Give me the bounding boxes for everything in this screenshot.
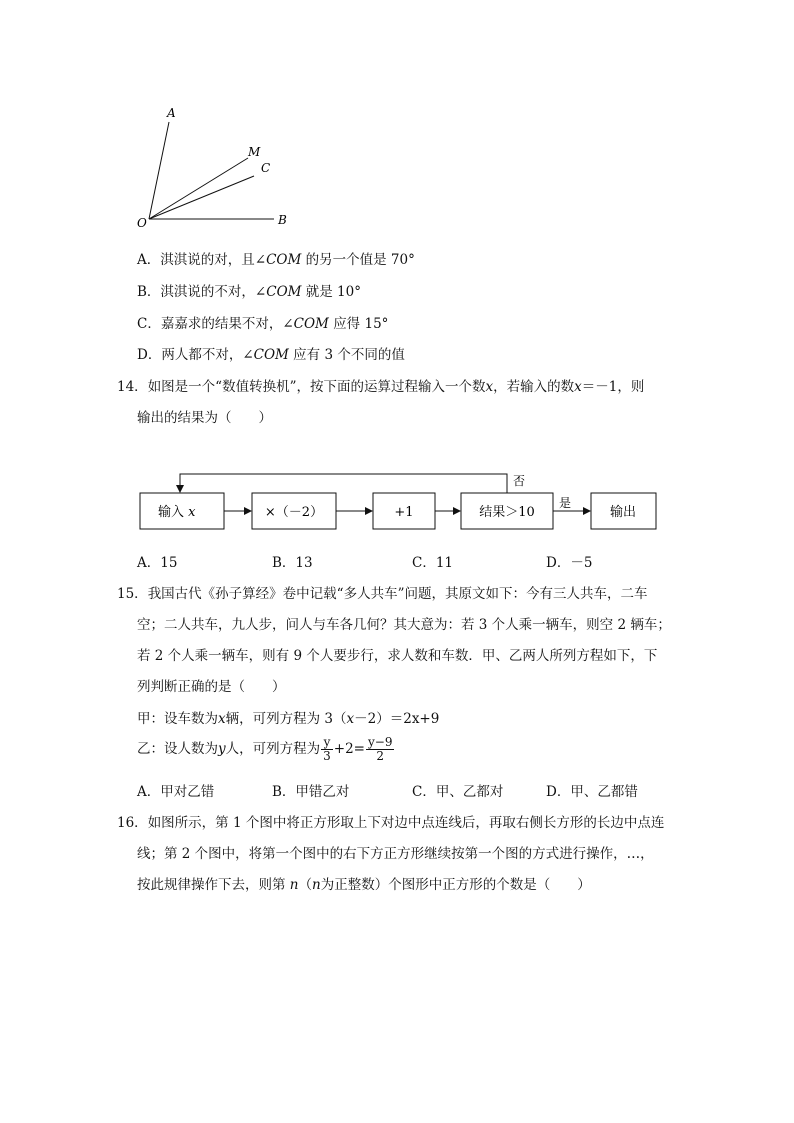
q14-stem-line2: 输出的结果为（ ） [137,410,272,426]
q15-stem-line2: 空；二人共车，九人步，问人与车各几何？其大意为：若 3 个人乘一辆车，则空 2 辆车； [137,617,671,633]
q13-option-c: C．嘉嘉求的结果不对，∠COM 应得 15° [137,316,389,332]
box-add-text: +1 [394,505,414,520]
fraction-y-over-3: $\frac{y}{3}$ [323,735,331,763]
label-A: A [167,106,176,120]
q15-option-d: D．甲、乙都错 [546,784,638,800]
q15-stem-line4: 列判断正确的是（ ） [137,679,286,695]
angle-figure [130,100,310,235]
q14-number: 14． [117,379,148,395]
q15-number: 15． [117,586,148,602]
box-output-text: 输出 [609,505,637,520]
box-multiply-text: ×（－2） [264,505,324,520]
flowchart [130,465,670,540]
ray-OC [149,176,254,219]
box-input-text: 输入 x [158,505,196,520]
q13-option-d: D．两人都不对，∠COM 应有 3 个不同的值 [137,347,405,363]
q16-stem-line3: 按此规律操作下去，则第 n（n为正整数）个图形中正方形的个数是（ ） [137,877,591,893]
box-compare-text: 结果＞10 [479,505,535,520]
ray-OM [149,158,248,219]
q15-option-a: A．甲对乙错 [137,784,215,800]
label-C: C [261,161,271,175]
label-no: 否 [513,474,526,488]
label-O: O [137,216,147,230]
q14-option-d: D．－5 [546,555,593,571]
fraction-y-minus-9-over-2: $\frac{y-9}{2}$ [368,735,393,763]
q16-stem-line2: 线；第 2 个图中，将第一个图中的右下方正方形继续按第一个图的方式进行操作，…， [137,846,654,862]
q15-yi-equation: 乙：设人数为y人，可列方程为 $\frac{y}{3}$ +2= $\frac{y-9}{2}$ [137,735,393,763]
q14-option-c: C．11 [412,555,454,571]
q13-option-b: B．淇淇说的不对，∠COM 就是 10° [137,284,361,300]
q15-jia-equation: 甲：设车数为x辆，可列方程为 3（x－2）＝2x+9 [137,711,440,727]
q15-stem-line1: 15．我国古代《孙子算经》卷中记载“多人共车”问题，其原文如下：今有三人共车，二车 [117,586,648,602]
label-yes: 是 [559,496,572,510]
q14-stem-line1: 14．如图是一个“数值转换机”，按下面的运算过程输入一个数x，若输入的数x＝－1，则 [117,379,645,395]
ray-OA [149,122,169,219]
q15-option-c: C．甲、乙都对 [412,784,504,800]
q15-stem-line3: 若 2 个人乘一辆车，则有 9 个人要步行，求人数和车数．甲、乙两人所列方程如下，下 [137,648,658,664]
arrow-no-loop [180,474,507,493]
label-B: B [278,213,287,227]
q15-option-b: B．甲错乙对 [272,784,350,800]
q13-option-a: A．淇淇说的对，且∠COM 的另一个值是 70° [137,252,415,268]
q14-option-a: A．15 [137,555,178,571]
q16-stem-line1: 16．如图所示，第 1 个图中将正方形取上下对边中点连线后，再取右侧长方形的长边中点连 [117,815,665,831]
label-M: M [248,145,261,159]
q16-number: 16． [117,815,148,831]
q14-option-b: B．13 [272,555,313,571]
